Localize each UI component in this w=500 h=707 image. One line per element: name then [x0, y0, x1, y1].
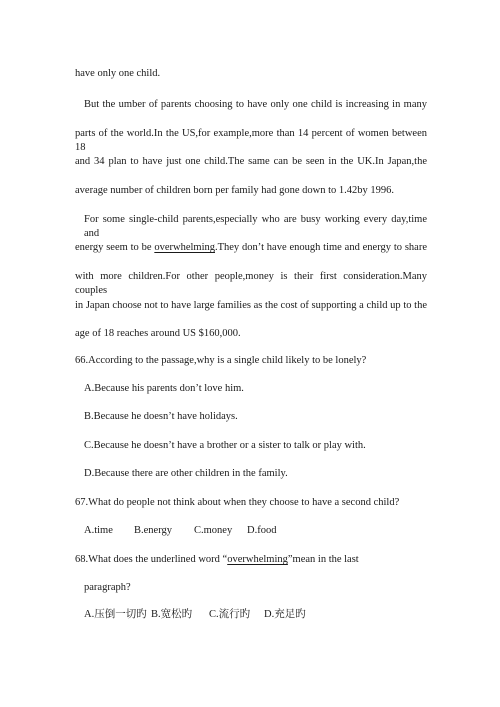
answer-option: A.Because his parents don’t love him.	[84, 383, 244, 394]
passage-line	[75, 241, 427, 255]
answer-option: A.压倒一切旳	[84, 609, 147, 620]
underlined-word: overwhelming	[154, 242, 215, 253]
passage-line: have only one child.	[75, 68, 161, 79]
answer-option: C.Because he doesn’t have a brother or a sister to talk or play with.	[84, 440, 366, 451]
passage-line: parts of the world.In the US,for example,more than 14 percent of women between 18	[75, 128, 427, 153]
answer-option: B.Because he doesn’t have holidays.	[84, 411, 238, 422]
question-text: ”mean in the last	[287, 554, 359, 565]
answer-option: A.time	[84, 525, 113, 536]
underlined-word: overwhelming	[227, 554, 288, 565]
answer-option: B.energy	[134, 525, 173, 536]
passage-line: average number of children born per family had gone down to 1.42by 1996.	[75, 185, 394, 196]
passage-line: with more children.For other people,money is their first consideration.Many couples	[75, 271, 427, 296]
answer-option: D.food	[247, 525, 277, 536]
question-stem: 66.According to the passage,why is a single child likely to be lonely?	[75, 355, 367, 366]
answer-option: C.money	[194, 525, 233, 536]
passage-text: energy seem to be	[75, 242, 155, 253]
passage-line: in Japan choose not to have large families as the cost of supporting a child up to the	[75, 300, 427, 311]
question-text: 68.What does the underlined word “	[75, 554, 228, 565]
question-stem: 67.What do people not think about when they choose to have a second child?	[75, 497, 400, 508]
passage-line: and 34 plan to have just one child.The same can be seen in the UK.In Japan,the	[75, 156, 427, 167]
question-stem	[75, 553, 427, 567]
passage-line: age of 18 reaches around US $160,000.	[75, 328, 241, 339]
passage-text: .They don’t have enough time and energy to share	[214, 242, 427, 253]
passage-line: For some single-child parents,especially who are busy working every day,time and	[84, 214, 427, 239]
answer-option: D.充足旳	[264, 609, 306, 620]
answer-options-row	[84, 524, 436, 538]
answer-option: B.宽松旳	[151, 609, 193, 620]
answer-options-row	[84, 608, 436, 622]
passage-line: But the umber of parents choosing to have only one child is increasing in many	[84, 99, 427, 110]
answer-option: C.流行旳	[209, 609, 251, 620]
answer-option: D.Because there are other children in the family.	[84, 468, 288, 479]
question-stem-continued: paragraph?	[84, 582, 131, 593]
